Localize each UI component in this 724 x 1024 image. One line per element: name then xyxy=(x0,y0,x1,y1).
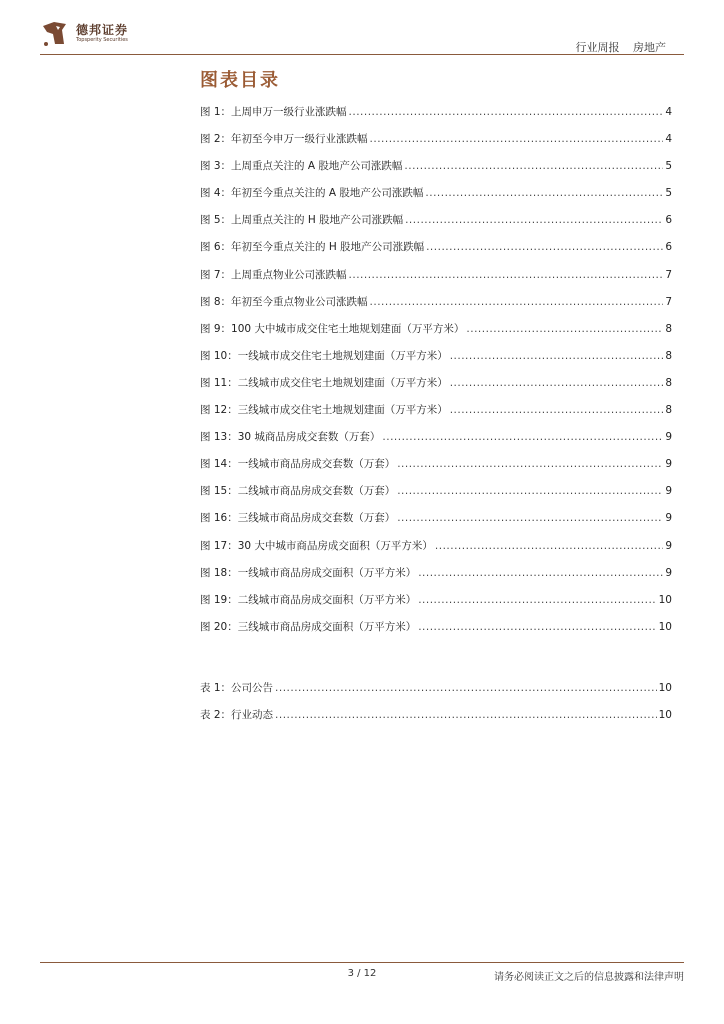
toc-entry-label: 图 2：年初至今申万一级行业涨跌幅 xyxy=(200,133,368,146)
toc-entry-page: 10 xyxy=(658,709,672,722)
toc-entry-page: 10 xyxy=(658,593,672,606)
toc-entry-label: 图 6：年初至今重点关注的 H 股地产公司涨跌幅 xyxy=(200,241,425,254)
toc-dot-leader xyxy=(450,377,664,389)
header-meta xyxy=(566,39,667,55)
toc-entry[interactable] xyxy=(200,592,672,619)
report-type: 行业周报 xyxy=(575,41,620,54)
toc-entry-label: 图 1：上周申万一级行业涨跌幅 xyxy=(200,106,347,118)
toc-dot-leader xyxy=(418,621,656,633)
toc-entry[interactable] xyxy=(200,212,672,239)
toc-dot-leader xyxy=(382,431,663,443)
toc-entry-page: 10 xyxy=(658,620,672,633)
toc-entry[interactable] xyxy=(200,321,672,348)
logo-text xyxy=(76,23,128,44)
toc-dot-leader xyxy=(435,540,663,552)
toc-entry-label: 表 1：公司公告 xyxy=(200,682,274,694)
toc-entry[interactable] xyxy=(200,456,672,483)
toc-entry[interactable] xyxy=(200,402,672,429)
toc-entry-page: 4 xyxy=(665,106,672,118)
toc-dot-leader xyxy=(404,160,663,172)
toc-dot-leader xyxy=(450,350,664,362)
toc-entry[interactable] xyxy=(200,565,672,592)
toc-entry[interactable] xyxy=(200,375,672,402)
toc-dot-leader xyxy=(466,323,663,335)
toc-entry-page: 9 xyxy=(665,566,672,579)
toc-entry[interactable] xyxy=(200,185,672,212)
toc-entry[interactable] xyxy=(200,267,672,294)
toc-dot-leader xyxy=(405,214,663,226)
toc-entry-label: 图 10：一线城市成交住宅土地规划建面（万平方米） xyxy=(200,349,448,362)
toc-entry-page: 4 xyxy=(665,133,672,146)
toc-entry-label: 图 4：年初至今重点关注的 A 股地产公司涨跌幅 xyxy=(200,187,424,200)
page-number: 3 / 12 xyxy=(347,968,377,979)
toc-entry-label: 图 17：30 大中城市商品房成交面积（万平方米） xyxy=(200,539,433,552)
toc-entry-label: 图 3：上周重点关注的 A 股地产公司涨跌幅 xyxy=(200,160,403,173)
toc-entry-label: 图 14：一线城市商品房成交套数（万套） xyxy=(200,458,396,471)
toc-entry-page: 9 xyxy=(665,485,672,498)
toc-entry[interactable] xyxy=(200,348,672,375)
toc-dot-leader xyxy=(370,133,664,145)
toc-dot-leader xyxy=(426,241,663,253)
toc-dot-leader xyxy=(397,512,663,524)
toc-entry-label: 图 19：二线城市商品房成交面积（万平方米） xyxy=(200,593,417,606)
toc-entry-label: 图 9：100 大中城市成交住宅土地规划建面（万平方米） xyxy=(200,322,465,335)
sector-name: 房地产 xyxy=(633,41,666,54)
footer-divider xyxy=(40,962,684,963)
toc-dot-leader xyxy=(275,709,657,721)
toc-entry-page: 10 xyxy=(658,682,672,694)
toc-entry[interactable] xyxy=(200,104,672,131)
toc-entry-page: 9 xyxy=(665,458,672,471)
toc-entry[interactable] xyxy=(200,239,672,266)
toc-entry-label: 图 11：二线城市成交住宅土地规划建面（万平方米） xyxy=(200,376,448,389)
logo-name-en: Topsperity Securities xyxy=(76,36,128,43)
toc-dot-leader xyxy=(275,682,657,694)
logo-mark-icon xyxy=(40,18,70,48)
toc-dot-leader xyxy=(397,458,663,470)
figure-list xyxy=(200,104,672,646)
toc-dot-leader xyxy=(370,296,664,308)
toc-dot-leader xyxy=(418,594,656,606)
toc-entry-page: 9 xyxy=(665,539,672,552)
toc-entry[interactable] xyxy=(200,429,672,456)
toc-entry-label: 图 12：三线城市成交住宅土地规划建面（万平方米） xyxy=(200,404,448,417)
toc-entry[interactable] xyxy=(200,680,672,707)
toc-entry-page: 8 xyxy=(665,404,672,417)
toc-entry-label: 图 5：上周重点关注的 H 股地产公司涨跌幅 xyxy=(200,214,404,227)
toc-entry[interactable] xyxy=(200,619,672,646)
toc-entry-label: 图 8：年初至今重点物业公司涨跌幅 xyxy=(200,295,368,308)
toc-entry-page: 5 xyxy=(665,187,672,200)
toc-entry-label: 图 20：三线城市商品房成交面积（万平方米） xyxy=(200,620,417,633)
legal-disclaimer: 请务必阅读正文之后的信息披露和法律声明 xyxy=(494,972,684,983)
toc-entry-label: 图 18：一线城市商品房成交面积（万平方米） xyxy=(200,566,417,579)
toc-entry[interactable] xyxy=(200,483,672,510)
toc-entry[interactable] xyxy=(200,158,672,185)
toc-entry-page: 6 xyxy=(665,241,672,254)
page-header xyxy=(40,12,684,56)
toc-entry[interactable] xyxy=(200,707,672,734)
toc-entry-page: 9 xyxy=(665,512,672,525)
toc-dot-leader xyxy=(425,187,663,199)
table-list xyxy=(200,680,672,734)
toc-entry[interactable] xyxy=(200,131,672,158)
toc-entry-label: 图 15：二线城市商品房成交套数（万套） xyxy=(200,485,396,498)
toc-title: 图表目录 xyxy=(200,70,280,91)
toc-entry-label: 图 7：上周重点物业公司涨跌幅 xyxy=(200,268,347,281)
header-divider xyxy=(40,54,684,55)
toc-entry[interactable] xyxy=(200,538,672,565)
toc-dot-leader xyxy=(450,404,664,416)
toc-entry-page: 5 xyxy=(665,160,672,173)
toc-entry-page: 8 xyxy=(665,376,672,389)
toc-entry-label: 图 16：三线城市商品房成交套数（万套） xyxy=(200,512,396,525)
toc-entry-page: 6 xyxy=(665,214,672,227)
toc-dot-leader xyxy=(349,269,664,281)
toc-dot-leader xyxy=(349,106,664,118)
toc-entry-page: 8 xyxy=(665,349,672,362)
toc-entry-page: 8 xyxy=(665,322,672,335)
toc-entry[interactable] xyxy=(200,510,672,537)
toc-entry-page: 7 xyxy=(665,268,672,281)
toc-entry-label: 表 2：行业动态 xyxy=(200,709,274,722)
toc-entry-label: 图 13：30 城商品房成交套数（万套） xyxy=(200,431,381,444)
toc-dot-leader xyxy=(418,567,663,579)
toc-entry-page: 9 xyxy=(665,431,672,444)
toc-entry[interactable] xyxy=(200,294,672,321)
logo-name-cn: 德邦证券 xyxy=(76,22,129,37)
toc-entry-page: 7 xyxy=(665,295,672,308)
company-logo xyxy=(40,18,128,48)
toc-dot-leader xyxy=(397,485,663,497)
